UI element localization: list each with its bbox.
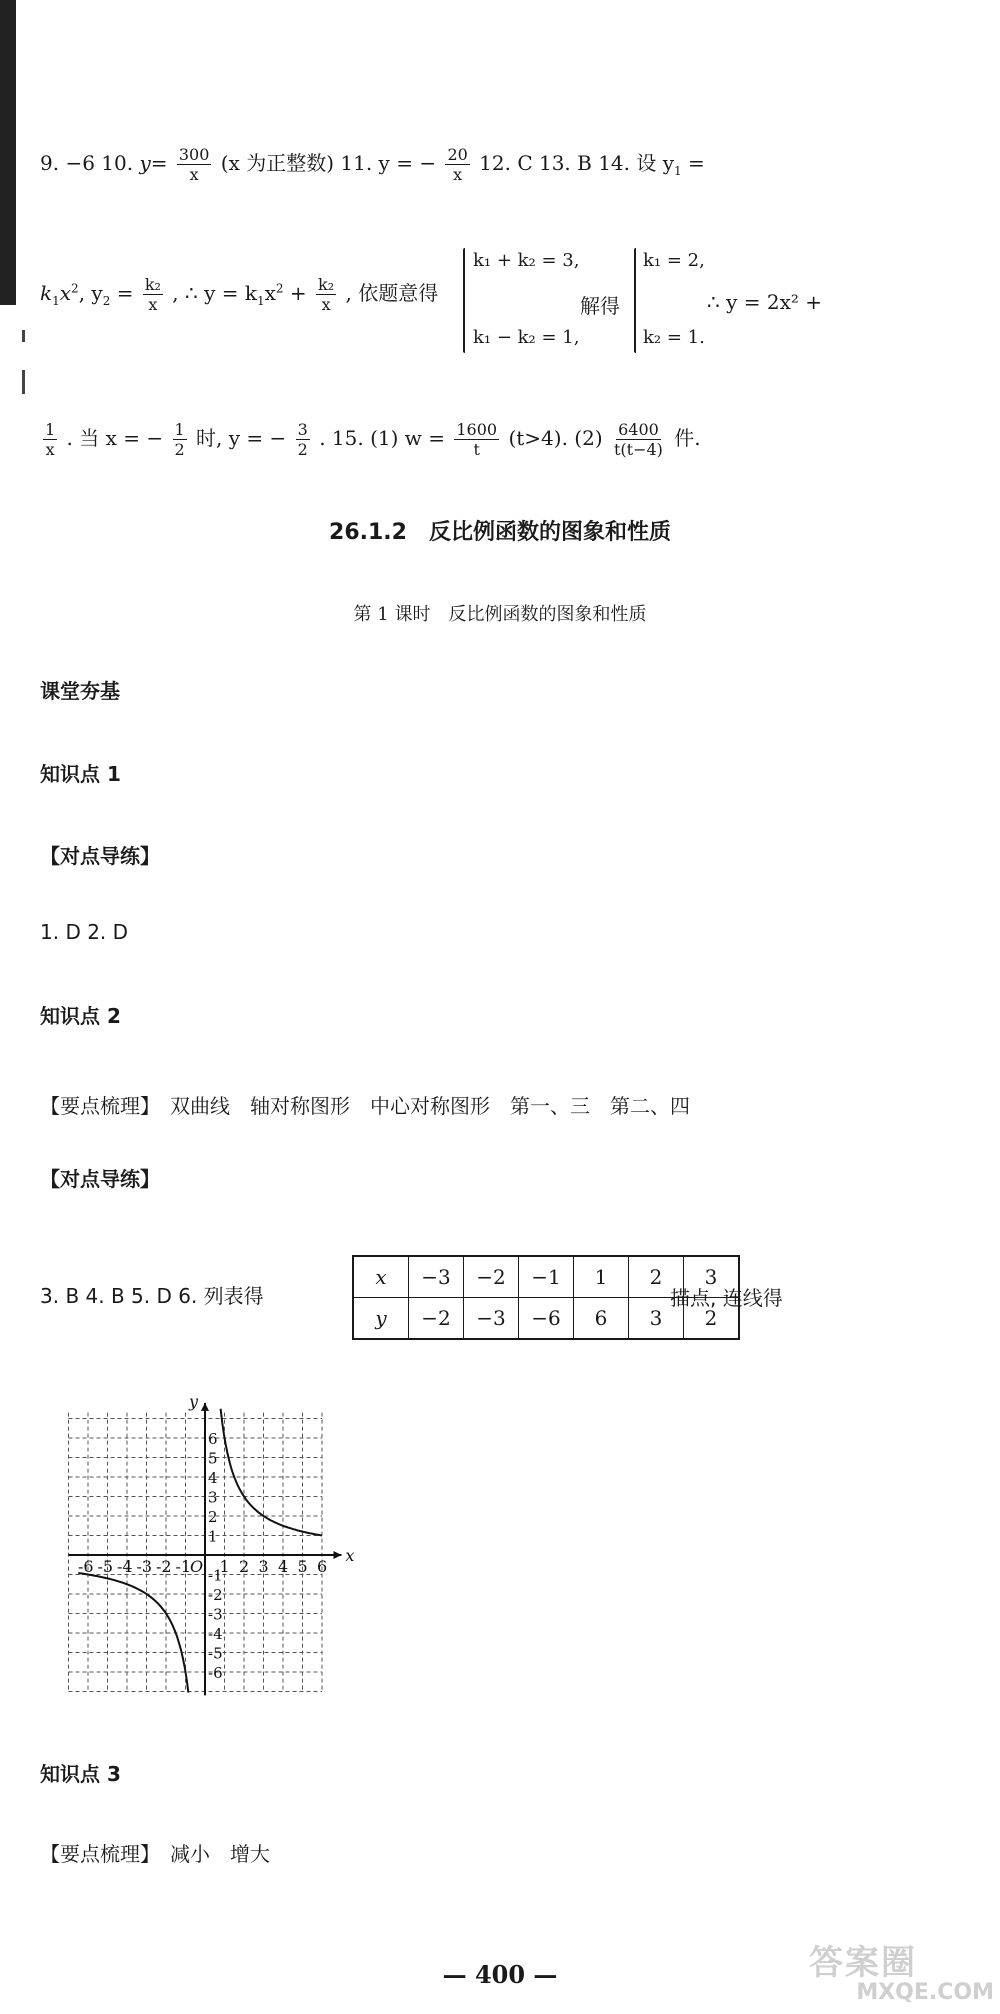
y-tick-label: -3 <box>208 1605 223 1624</box>
system-1-eq2: k₁ − k₂ = 1, <box>473 327 580 348</box>
table-cell: −2 <box>409 1298 464 1340</box>
heading-zsd1: 知识点 1 <box>40 762 121 786</box>
hyperbola-graph <box>35 1385 375 1700</box>
scan-edge-mark <box>22 330 25 342</box>
heading-ketang: 课堂夯基 <box>40 679 120 703</box>
conclusion: ∴ y = 2x² + <box>707 290 822 314</box>
x-tick-label: -4 <box>117 1557 133 1576</box>
y-axis-arrow <box>201 1403 209 1411</box>
table-cell: −3 <box>409 1256 464 1298</box>
table-cell: −2 <box>464 1256 519 1298</box>
answer-line-3: $\frac{1}{x}$ . 当 x = − $\frac{1}{2}$ 时, y = − $\frac{3}{2}$ . 15. (1) w = $\frac{1600}{t}$ (t>4). (2) $\frac{6400}{t(t-4)}$ 件. <box>45 420 701 460</box>
x-axis-arrow <box>334 1551 342 1559</box>
table-tail: 描点, 连线得 <box>670 1286 783 1310</box>
fraction: $\frac{\text{k₂}}{x}$ <box>318 275 335 315</box>
x-tick-label: 1 <box>219 1557 230 1576</box>
fraction: $\frac{1}{x}$ <box>45 420 56 460</box>
x-tick-label: -6 <box>78 1557 94 1576</box>
page-number: — 400 — <box>442 1960 558 1989</box>
fraction: $\frac{3}{2}$ <box>297 420 308 460</box>
fraction: $\frac{1600}{t}$ <box>456 420 498 460</box>
y-tick-label: -4 <box>208 1625 223 1643</box>
yaodian-1: 【要点梳理】 双曲线 轴对称图形 中心对称图形 第一、三 第二、四 <box>40 1094 690 1118</box>
fraction: $\frac{1}{2}$ <box>174 420 185 460</box>
answer-line-1: 9. −6 10. y= $\frac{300}{x}$ (x 为正整数) 11. y = − $\frac{20}{x}$ 12. C 13. B 14. 设 $y_1$ = <box>40 145 705 185</box>
yaodian-2: 【要点梳理】 减小 增大 <box>40 1842 270 1866</box>
heading-duidian2: 【对点导练】 <box>40 1167 160 1191</box>
x-tick-label: 5 <box>297 1557 308 1576</box>
x-tick-label: -3 <box>136 1557 153 1576</box>
x-tick-label: -2 <box>156 1557 172 1576</box>
heading-zsd3: 知识点 3 <box>40 1762 121 1786</box>
x-tick-label: 3 <box>258 1557 269 1576</box>
x-tick-label: 4 <box>278 1557 289 1576</box>
table-cell: x <box>353 1256 409 1298</box>
y-tick-label: 4 <box>208 1469 218 1487</box>
y-tick-label: 1 <box>208 1527 218 1546</box>
system-2-eq1: k₁ = 2, <box>643 250 705 271</box>
y-axis-label: y <box>189 1391 199 1411</box>
answer-line-2: $k_1x^2$, $y_2$ = $\frac{\text{k₂}}{x}$ , ∴ $y = k_1x^2$ + $\frac{\text{k₂}}{x}$ , 依题意得 <box>40 275 439 315</box>
fraction: $\frac{20}{x}$ <box>447 145 468 185</box>
x-tick-label: -5 <box>97 1557 114 1576</box>
table-cell: −6 <box>519 1298 574 1340</box>
table-cell: 3 <box>629 1298 684 1340</box>
table-cell: −1 <box>519 1256 574 1298</box>
answers-1-2: 1. D 2. D <box>40 920 129 944</box>
y-tick-label: 3 <box>208 1488 218 1507</box>
answers-3-6: 3. B 4. B 5. D 6. 列表得 <box>40 1284 264 1308</box>
fraction: $\frac{300}{x}$ <box>178 145 210 185</box>
table-cell: 2 <box>629 1256 684 1298</box>
x-tick-label: 6 <box>317 1557 328 1576</box>
table-cell: 6 <box>574 1298 629 1340</box>
scan-edge-mark <box>22 370 25 394</box>
y-tick-label: -6 <box>208 1664 223 1682</box>
x-tick-label: -1 <box>175 1557 192 1576</box>
section-title: 26.1.2 反比例函数的图象和性质 <box>329 520 671 545</box>
table-cell: 1 <box>574 1256 629 1298</box>
heading-zsd2: 知识点 2 <box>40 1004 121 1028</box>
solve-label: 解得 <box>580 294 620 318</box>
table-cell: 3 <box>684 1256 740 1298</box>
system-2-eq2: k₂ = 1. <box>643 327 705 348</box>
watermark-logo: 答案圈 MXQE.COM <box>809 1943 994 2005</box>
fraction: $\frac{\text{k₂}}{x}$ <box>144 275 161 315</box>
table-cell: 2 <box>684 1298 740 1340</box>
origin-label: O <box>190 1557 204 1576</box>
y-tick-label: -5 <box>208 1644 223 1663</box>
scan-edge-bar <box>0 0 16 305</box>
table-cell: −3 <box>464 1298 519 1340</box>
table-cell: y <box>353 1298 409 1340</box>
y-tick-label: -2 <box>208 1586 223 1604</box>
y-tick-label: 2 <box>208 1508 218 1526</box>
fraction: $\frac{6400}{t(t-4)}$ <box>613 420 663 460</box>
system-brace <box>463 248 465 353</box>
x-tick-label: 2 <box>239 1557 250 1576</box>
system-1-eq1: k₁ + k₂ = 3, <box>473 250 580 271</box>
y-tick-label: -1 <box>208 1566 223 1585</box>
x-axis-label: x <box>345 1546 355 1565</box>
y-tick-label: 6 <box>208 1430 218 1448</box>
system-brace <box>634 248 636 353</box>
section-subtitle: 第 1 课时 反比例函数的图象和性质 <box>353 604 647 625</box>
heading-duidian1: 【对点导练】 <box>40 844 160 868</box>
y-tick-label: 5 <box>208 1449 218 1468</box>
